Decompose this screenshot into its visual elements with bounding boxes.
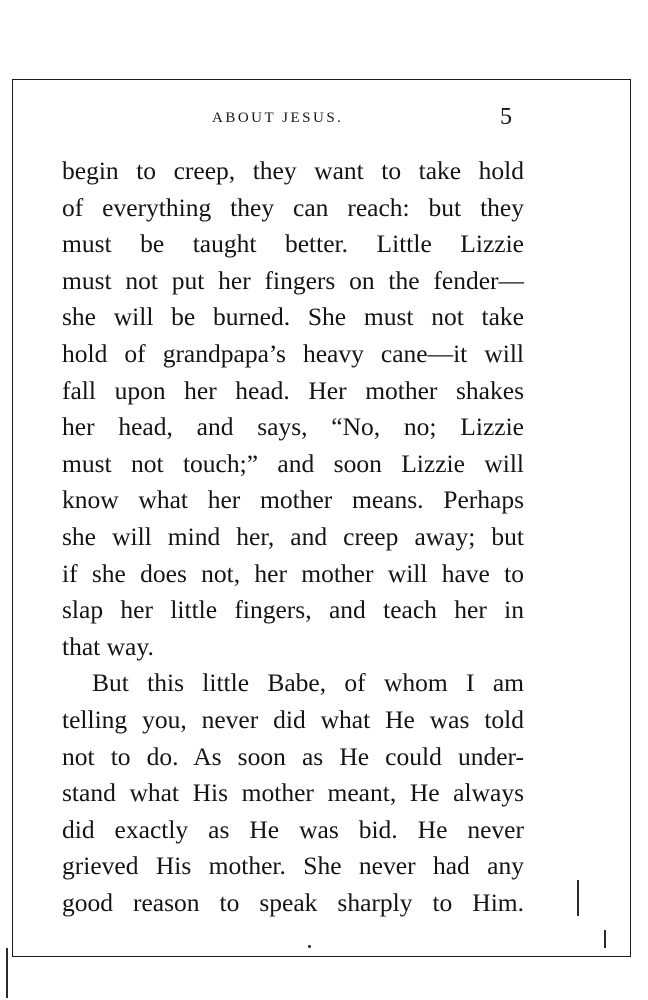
scan-mark	[604, 930, 606, 948]
paragraph-1	[62, 153, 524, 665]
paragraph-text	[62, 665, 524, 921]
text-line: she will be burned. She must not take	[62, 302, 524, 332]
text-line: did exactly as He was bid. He never	[62, 814, 524, 844]
running-header	[0, 104, 648, 132]
text-line: that way.	[62, 631, 154, 661]
scan-speck	[308, 945, 311, 948]
text-line: stand what His mother meant, He always	[62, 778, 524, 808]
running-title: ABOUT JESUS.	[212, 110, 344, 126]
text-line: know what her mother means. Perhaps	[62, 485, 524, 515]
text-line: if she does not, her mother will have to	[62, 558, 524, 588]
text-line: But this little Babe, of whom I am	[92, 668, 524, 698]
scan-mark	[6, 948, 8, 998]
paragraph-text	[62, 153, 524, 665]
page-number: 5	[500, 104, 512, 130]
text-line: begin to creep, they want to take hold	[62, 156, 524, 185]
paragraph-2	[62, 665, 524, 921]
body-text	[62, 153, 524, 921]
text-line: must be taught better. Little Lizzie	[62, 229, 524, 259]
scan-mark	[577, 880, 579, 916]
text-line: she will mind her, and creep away; but	[62, 521, 524, 551]
text-line: not to do. As soon as He could under-	[62, 741, 524, 771]
text-line: must not touch;” and soon Lizzie will	[62, 448, 524, 478]
text-line: slap her little fingers, and teach her in	[62, 595, 524, 625]
text-line: grieved His mother. She never had any	[62, 851, 524, 881]
text-line: of everything they can reach: but they	[62, 192, 524, 222]
text-line: her head, and says, “No, no; Lizzie	[62, 412, 524, 442]
text-line: fall upon her head. Her mother shakes	[62, 375, 524, 405]
text-line: hold of grandpapa’s heavy cane—it will	[62, 338, 524, 368]
text-line: must not put her fingers on the fender—	[62, 265, 524, 295]
text-line: good reason to speak sharply to Him.	[62, 887, 524, 917]
text-line: telling you, never did what He was told	[62, 704, 524, 734]
